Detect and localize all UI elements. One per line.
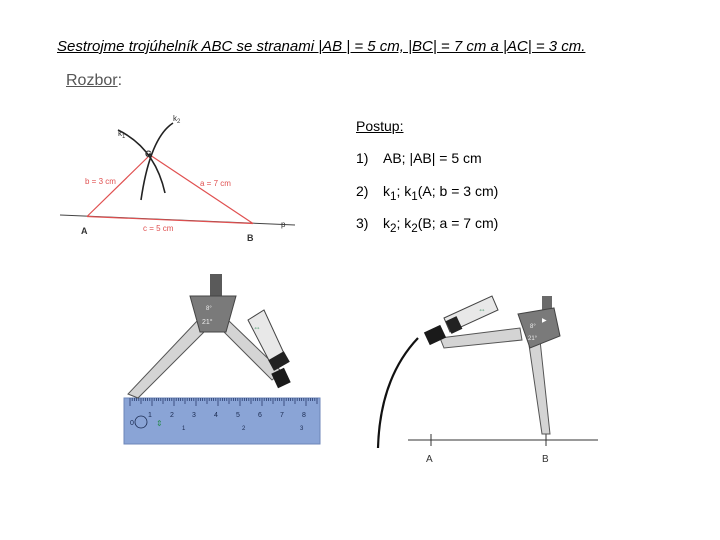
ruler	[124, 398, 320, 444]
compass-head-bottom-label: 21°	[202, 319, 213, 326]
step-2-number: 2)	[356, 183, 369, 199]
compass-head-bottom-label: 21°	[528, 336, 538, 342]
compass-on-ruler-illustration	[120, 270, 325, 450]
step-3-sub1: 2	[390, 221, 397, 235]
step-3	[356, 215, 498, 235]
ruler-digit: 5	[236, 412, 240, 419]
compass-right-leg	[528, 338, 550, 434]
point-b-label: B	[542, 454, 549, 465]
ruler-digit: 8	[302, 412, 306, 419]
step-2	[356, 183, 498, 203]
label-a: A	[81, 226, 88, 236]
postup-heading: Postup:	[356, 118, 404, 134]
ruler-digit: 4	[214, 412, 218, 419]
drawn-arc	[378, 338, 418, 448]
compass-left-leg	[128, 320, 210, 398]
ruler-digit: 6	[258, 412, 262, 419]
ruler-digit: 7	[280, 412, 284, 419]
ruler-arrow-icon: ⇕	[156, 419, 163, 428]
play-icon: ▶	[542, 318, 547, 324]
ruler-digit: 1	[148, 412, 152, 419]
step-3-sub2: 2	[411, 221, 418, 235]
step-2-text: (A; b = 3 cm)	[417, 183, 499, 199]
ruler-bottom-digit: 2	[242, 426, 246, 432]
rozbor-word: Rozbor	[66, 72, 118, 89]
ruler-bottom-digit: 3	[300, 426, 304, 432]
label-b: B	[247, 233, 254, 243]
triangle-construction-diagram	[55, 108, 305, 243]
ruler-bottom-digit: 1	[182, 426, 186, 432]
rozbor-colon: :	[117, 72, 123, 89]
label-a-side: a = 7 cm	[200, 179, 231, 188]
step-1	[356, 150, 482, 166]
side-a	[150, 155, 253, 224]
step-2-sub2: 1	[411, 189, 418, 203]
adjust-arrow-icon: ⇔	[478, 305, 486, 314]
arc-k2	[141, 123, 173, 200]
step-2-sub1: 1	[390, 189, 397, 203]
point-a-label: A	[426, 454, 433, 465]
compass-head-top-label: 8°	[530, 324, 536, 330]
step-2-k: k	[383, 183, 390, 199]
compass-head	[518, 308, 560, 348]
page-title: Sestrojme trojúhelník ABC se stranami |AB | = 5 cm, |BC| = 7 cm a |AC| = 3 cm.	[57, 38, 586, 55]
label-p: p	[281, 220, 286, 229]
step-3-number: 3)	[356, 215, 369, 231]
compass-drawing-arc-illustration	[370, 288, 605, 468]
ruler-digit-0: 0	[130, 420, 134, 427]
ruler-digit: 2	[170, 412, 174, 419]
step-3-k: k	[383, 215, 390, 231]
adjust-arrow-icon: ⇔	[253, 323, 261, 332]
step-1-number: 1)	[356, 150, 369, 166]
side-c	[87, 217, 253, 224]
step-3-mid: ; k	[396, 215, 412, 231]
rozbor-heading	[66, 72, 122, 90]
label-c-side: c = 5 cm	[143, 224, 174, 233]
label-k2: $k_2$	[173, 114, 181, 125]
label-c: C	[145, 149, 152, 159]
label-b-side: b = 3 cm	[85, 177, 116, 186]
step-3-text: (B; a = 7 cm)	[417, 215, 499, 231]
ruler-digit: 3	[192, 412, 196, 419]
compass-head-top-label: 8°	[206, 306, 212, 312]
compass-handle	[210, 274, 222, 296]
step-2-mid: ; k	[396, 183, 412, 199]
label-k1: $k_1$	[118, 129, 126, 140]
step-1-text: AB; |AB| = 5 cm	[383, 150, 482, 166]
